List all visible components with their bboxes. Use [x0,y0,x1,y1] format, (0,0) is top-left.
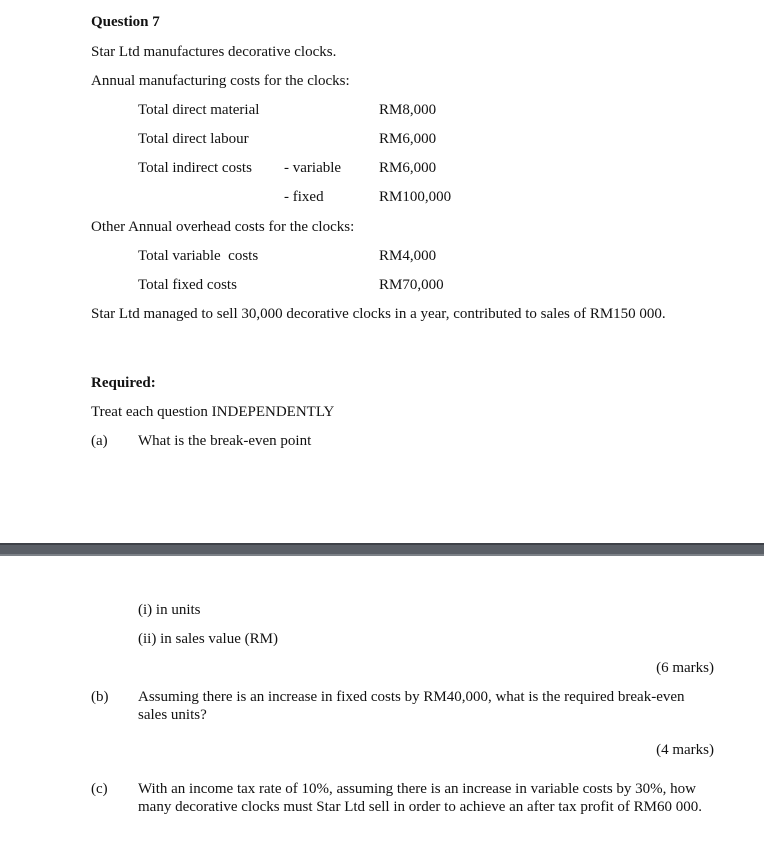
question-c-text: With an income tax rate of 10%, assuming there is an increase in variable costs by 30%, how many decorative clocks must Star Ltd sell in order to achieve an after tax profit of RM60 000. [138,781,703,815]
cost-sublabel: - variable [284,160,342,176]
manufacturing-heading: Annual manufacturing costs for the clocks: [91,73,350,89]
question-b-label: (b) [91,689,109,705]
required-heading: Required: [91,375,156,391]
question-a-part-ii: (ii) in sales value (RM) [138,631,278,647]
question-a-part-i: (i) in units [138,602,201,618]
cost-value: RM6,000 [379,131,437,147]
instruction-text: Treat each question INDEPENDENTLY [91,404,335,420]
cost-value: RM4,000 [379,248,437,264]
cost-sublabel: - fixed [284,189,324,205]
question-c-label: (c) [91,781,108,797]
question-a-label: (a) [91,433,108,449]
cost-label: Total fixed costs [138,277,237,293]
cost-value: RM8,000 [379,102,437,118]
cost-label: Total direct labour [138,131,249,147]
cost-value: RM100,000 [379,189,452,205]
question-b-text: Assuming there is an increase in fixed costs by RM40,000, what is the required break-even sales units? [138,689,685,723]
question-b-marks: (4 marks) [656,742,714,758]
intro-text: Star Ltd manufactures decorative clocks. [91,44,337,60]
cost-label: Total indirect costs [138,160,252,176]
overhead-heading: Other Annual overhead costs for the clocks: [91,219,355,235]
cost-value: RM70,000 [379,277,444,293]
question-a-marks: (6 marks) [656,660,714,676]
cost-value: RM6,000 [379,160,437,176]
cost-label: Total direct material [138,102,260,118]
sales-statement: Star Ltd managed to sell 30,000 decorative clocks in a year, contributed to sales of RM150 000. [91,306,666,322]
question-a-text: What is the break-even point [138,433,312,449]
question-title: Question 7 [91,14,160,30]
cost-label: Total variable costs [138,248,259,264]
page-break-divider [0,543,764,556]
